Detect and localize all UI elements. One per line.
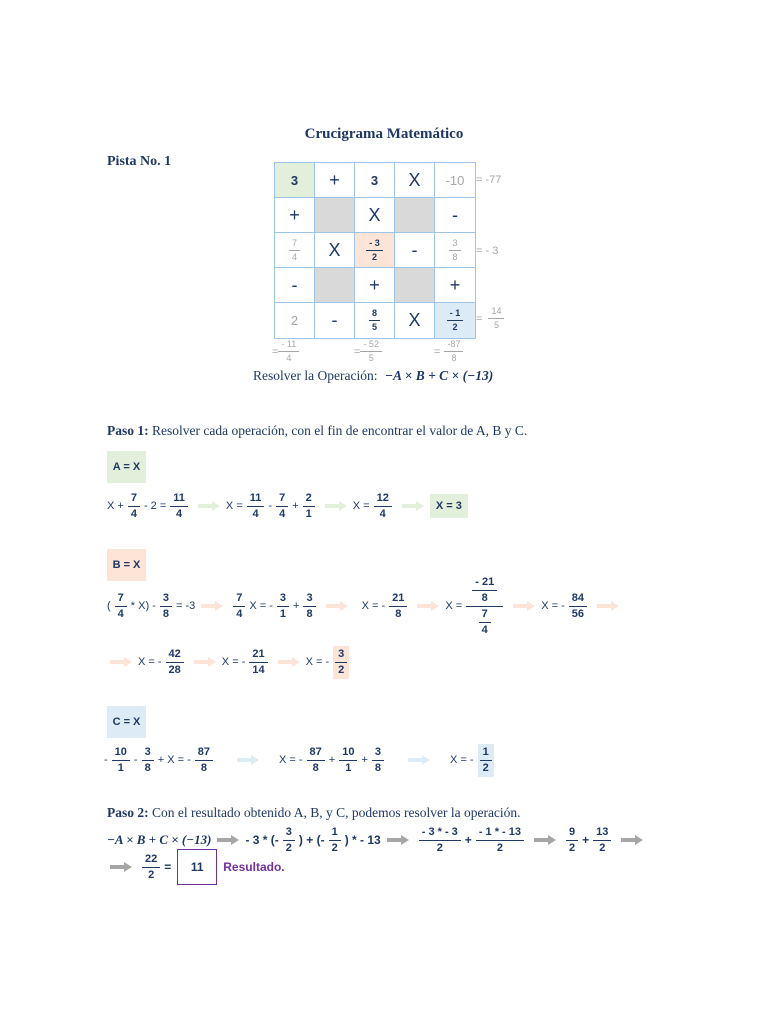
term: + X = -: [157, 754, 191, 766]
denominator: 4: [481, 623, 488, 636]
denominator: 8: [481, 591, 488, 604]
grid-cell-op: X: [315, 233, 355, 268]
term: +: [464, 833, 472, 847]
denominator: 2: [482, 761, 489, 774]
numerator: 22: [142, 854, 160, 868]
arrow-icon: [201, 603, 223, 609]
arrow-icon: [597, 603, 619, 609]
numerator: 14: [488, 307, 504, 319]
operation-statement: [253, 368, 493, 384]
numerator: 21: [389, 593, 407, 607]
denominator: 8: [374, 761, 382, 774]
term: X = -: [138, 656, 162, 668]
denominator: 2: [496, 841, 503, 854]
arrow-icon: [534, 837, 556, 843]
b-label-box: B = X: [107, 549, 146, 581]
crossword-grid: [274, 162, 476, 339]
grid-cell-blocked: [315, 268, 355, 303]
step-1-text: Resolver cada operación, con el fin de encontrar el valor de A, B y C.: [148, 423, 528, 438]
numerator: 87: [195, 747, 213, 761]
denominator: 8: [162, 607, 169, 620]
numerator: 11: [170, 493, 188, 507]
numerator: 8: [369, 309, 380, 321]
numerator: 3: [335, 649, 347, 663]
grid-cell-c: [435, 303, 475, 338]
numerator: 21: [249, 649, 267, 663]
numerator: 3: [283, 827, 295, 841]
b-result: [333, 646, 349, 679]
grid-cell-blocked: [315, 198, 355, 233]
denominator: 14: [252, 663, 265, 676]
denominator: 4: [286, 353, 292, 363]
final-equation-line-2: [104, 848, 285, 886]
a-equation: [107, 490, 468, 522]
denominator: 1: [345, 761, 352, 774]
denominator: 8: [144, 761, 151, 774]
denominator: 4: [176, 507, 183, 520]
denominator: 8: [395, 607, 402, 620]
grid-cell-op: +: [355, 268, 395, 303]
final-result-label: Resultado.: [223, 860, 285, 874]
step-2-text: Con el resultado obtenido A, B, y C, podemos resolver la operación.: [148, 805, 521, 820]
grid-cell-op: +: [435, 268, 475, 303]
term: X +: [107, 500, 124, 512]
grid-cell: 3: [355, 163, 395, 198]
denominator: 2: [436, 841, 443, 854]
numerator: 7: [233, 593, 245, 607]
term: X =: [352, 500, 370, 512]
term: X = -: [450, 754, 474, 766]
grid-cell-a: 3: [275, 163, 315, 198]
term: +: [582, 833, 590, 847]
numerator: 3: [277, 593, 289, 607]
grid-cell-op: -: [275, 268, 315, 303]
c-equation: [104, 742, 498, 778]
numerator: 1: [329, 827, 341, 841]
equals-sign: =: [272, 345, 279, 358]
step-1: [107, 423, 527, 439]
denominator: 2: [371, 251, 377, 262]
numerator: 7: [128, 493, 140, 507]
row-result: = -77: [476, 174, 502, 186]
column-result: [272, 340, 299, 363]
numerator: 1: [480, 747, 492, 761]
numerator: - 3: [366, 239, 383, 251]
arrow-icon: [417, 603, 439, 609]
row-result: = - 3: [476, 245, 499, 257]
denominator: 8: [306, 607, 313, 620]
column-result: [354, 340, 382, 363]
denominator: 28: [168, 663, 181, 676]
c-result: [478, 744, 494, 777]
denominator: 2: [285, 841, 292, 854]
arrow-icon: [217, 837, 239, 843]
denominator: 2: [452, 322, 458, 332]
numerator: 13: [593, 827, 611, 841]
numerator: - 21: [472, 577, 497, 591]
step-2: [107, 805, 521, 821]
numerator: 9: [566, 827, 578, 841]
arrow-icon: [408, 757, 430, 763]
page-title: Crucigrama Matemático: [304, 126, 464, 142]
numerator: 10: [112, 747, 130, 761]
operation-expression: −A × B + C × (−13): [384, 368, 494, 383]
term: -: [133, 754, 138, 766]
term: -: [104, 754, 108, 766]
b-equation-line-2: [104, 644, 353, 680]
step-1-label: Paso 1:: [107, 423, 149, 438]
denominator: 56: [571, 607, 584, 620]
denominator: 2: [599, 841, 606, 854]
grid-cell-op: -: [395, 233, 435, 268]
term: - 2 =: [143, 500, 167, 512]
term: +: [292, 500, 299, 512]
operation-label: Resolver la Operación:: [253, 368, 378, 383]
arrow-icon: [326, 603, 348, 609]
denominator: 2: [331, 841, 338, 854]
equals-sign: =: [354, 345, 361, 358]
term: X = -: [279, 754, 303, 766]
term: X = -: [361, 600, 386, 612]
numerator: 11: [247, 493, 265, 507]
numerator: 3: [142, 747, 154, 761]
term: X =: [445, 600, 463, 612]
c-label-box: C = X: [107, 706, 146, 738]
numerator: 42: [166, 649, 184, 663]
grid-cell-op: -: [315, 303, 355, 338]
numerator: 7: [479, 609, 491, 623]
denominator: 2: [569, 841, 576, 854]
grid-cell-fraction: [275, 233, 315, 268]
numerator: - 11: [278, 340, 299, 352]
a-label-box: A = X: [107, 451, 146, 483]
denominator: 4: [279, 507, 286, 520]
numerator: 12: [374, 493, 392, 507]
term: X = -: [305, 656, 330, 668]
grid-cell-op: +: [315, 163, 355, 198]
arrow-icon: [402, 503, 424, 509]
term: +: [361, 754, 368, 766]
numerator: 10: [339, 747, 357, 761]
numerator: 7: [276, 493, 288, 507]
numerator: 3: [372, 747, 384, 761]
term: +: [328, 754, 336, 766]
grid-cell-blocked: [395, 268, 435, 303]
term: - 3 * (-: [245, 833, 279, 847]
column-result: [434, 340, 463, 363]
term: X = -: [249, 600, 273, 612]
term: X =: [225, 500, 243, 512]
denominator: 8: [452, 251, 458, 262]
denominator: 4: [291, 251, 297, 262]
term: +: [293, 600, 300, 612]
grid-cell-op: X: [395, 163, 435, 198]
term: = -3: [175, 600, 196, 612]
numerator: 87: [307, 747, 325, 761]
grid-cell-b: [355, 233, 395, 268]
numerator: 3: [303, 593, 315, 607]
denominator: 5: [368, 353, 374, 363]
arrow-icon: [325, 503, 347, 509]
arrow-icon: [621, 837, 643, 843]
term: ) + (-: [298, 833, 325, 847]
term: X = -: [221, 656, 246, 668]
step-2-label: Paso 2:: [107, 805, 149, 820]
numerator: 7: [115, 593, 127, 607]
denominator: 4: [236, 607, 243, 620]
grid-cell-op: X: [395, 303, 435, 338]
numerator: -87: [444, 340, 463, 352]
denominator: 4: [379, 507, 386, 520]
denominator: 4: [130, 507, 137, 520]
numerator: 3: [449, 239, 460, 251]
numerator: 3: [160, 593, 172, 607]
grid-cell-op: +: [275, 198, 315, 233]
denominator: 4: [117, 607, 124, 620]
final-expression: −A × B + C × (−13): [107, 832, 212, 847]
equals-sign: =: [434, 345, 441, 358]
grid-cell-op: X: [355, 198, 395, 233]
arrow-icon: [110, 864, 132, 870]
final-result-box: 11: [177, 849, 217, 885]
numerator: 7: [289, 239, 300, 251]
denominator: 8: [312, 761, 319, 774]
arrow-icon: [513, 603, 535, 609]
numerator: 2: [303, 493, 315, 507]
term: * X) -: [130, 600, 156, 612]
arrow-icon: [237, 757, 259, 763]
term: =: [164, 860, 172, 874]
grid-cell-fraction: [355, 303, 395, 338]
equals-sign: =: [476, 312, 483, 325]
denominator: 8: [451, 353, 457, 363]
numerator: - 52: [360, 340, 382, 352]
term: ) * - 13: [344, 833, 381, 847]
arrow-icon: [278, 659, 300, 665]
arrow-icon: [110, 659, 132, 665]
denominator: 2: [148, 868, 155, 881]
arrow-icon: [194, 659, 216, 665]
grid-cell-op: -: [435, 198, 475, 233]
row-result: [476, 307, 504, 330]
denominator: 1: [305, 507, 312, 520]
denominator: 8: [200, 761, 207, 774]
grid-cell-blocked: [395, 198, 435, 233]
term: X = -: [541, 600, 565, 612]
numerator: - 1: [447, 309, 464, 321]
term: -: [268, 500, 273, 512]
grid-cell-fraction: [435, 233, 475, 268]
a-result: X = 3: [430, 494, 468, 518]
denominator: 5: [493, 320, 499, 330]
b-equation-line-1: [107, 575, 625, 636]
arrow-icon: [198, 503, 220, 509]
grid-cell: -10: [435, 163, 475, 198]
denominator: 1: [117, 761, 124, 774]
pista-heading: Pista No. 1: [107, 154, 172, 169]
denominator: 1: [279, 607, 287, 620]
term: (: [107, 600, 111, 612]
denominator: 4: [252, 507, 259, 520]
denominator: 5: [371, 322, 377, 332]
numerator: - 1 * - 13: [476, 827, 524, 841]
numerator: - 3 * - 3: [419, 827, 461, 841]
arrow-icon: [387, 837, 409, 843]
grid-cell: 2: [275, 303, 315, 338]
denominator: 2: [338, 663, 345, 676]
numerator: 84: [569, 593, 587, 607]
